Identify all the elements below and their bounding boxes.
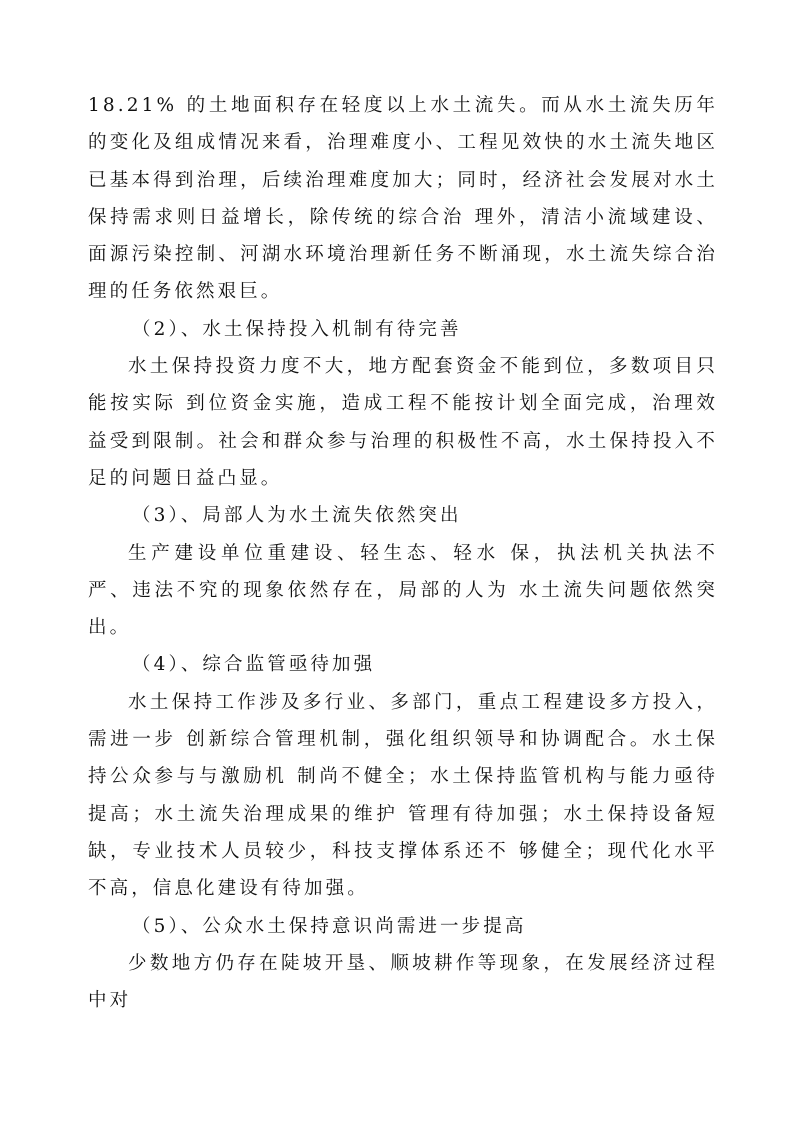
section-heading-human-induced-erosion: （3）、局部人为水土流失依然突出 <box>132 505 462 527</box>
paragraph-public-awareness: 少数地方仍存在陡坡开垦、顺坡耕作等现象，在发展经济过程中对 <box>88 952 718 1012</box>
paragraph-human-induced-erosion: 生产建设单位重建设、轻生态、轻水 保，执法机关执法不严、违法不究的现象依然存在，局部的人为 水土流失问题依然突出。 <box>88 542 718 639</box>
paragraph-comprehensive-supervision: 水土保持工作涉及多行业、多部门，重点工程建设多方投入，需进一步 创新综合管理机制，强化组织领导和协调配合。水土保持公众参与与激励机 制尚不健全；水土保持监管机构与能力亟待提高；水土流失治理成果的维护 管理有待加强；水土保持设备短缺，专业技术人员较少，科技支撑体系还不 够健全；现代化水平不高，信息化建设有待加强。 <box>88 691 718 900</box>
section-heading-comprehensive-supervision: （4）、综合监管亟待加强 <box>132 654 376 676</box>
paragraph-soil-erosion-status: 18.21% 的土地面积存在轻度以上水土流失。而从水土流失历年的变化及组成情况来看，治理难度小、工程见效快的水土流失地区已基本得到治理，后续治理难度加大；同时，经济社会发展对水土保持需求则日益增长，除传统的综合治 理外，清洁小流域建设、面源污染控制、河湖水环境治理新任务不断涌现，水土流失综合治理的任务依然艰巨。 <box>88 95 718 303</box>
section-heading-public-awareness: （5）、公众水土保持意识尚需进一步提高 <box>132 915 527 937</box>
section-heading-investment-mechanism: （2）、水土保持投入机制有待完善 <box>132 318 462 340</box>
document-body <box>88 87 718 1019</box>
paragraph-investment-mechanism: 水土保持投资力度不大，地方配套资金不能到位，多数项目只能按实际 到位资金实施，造成工程不能按计划全面完成，治理效益受到限制。社会和群众参与治理的积极性不高，水土保持投入不足的问题日益凸显。 <box>88 356 718 489</box>
